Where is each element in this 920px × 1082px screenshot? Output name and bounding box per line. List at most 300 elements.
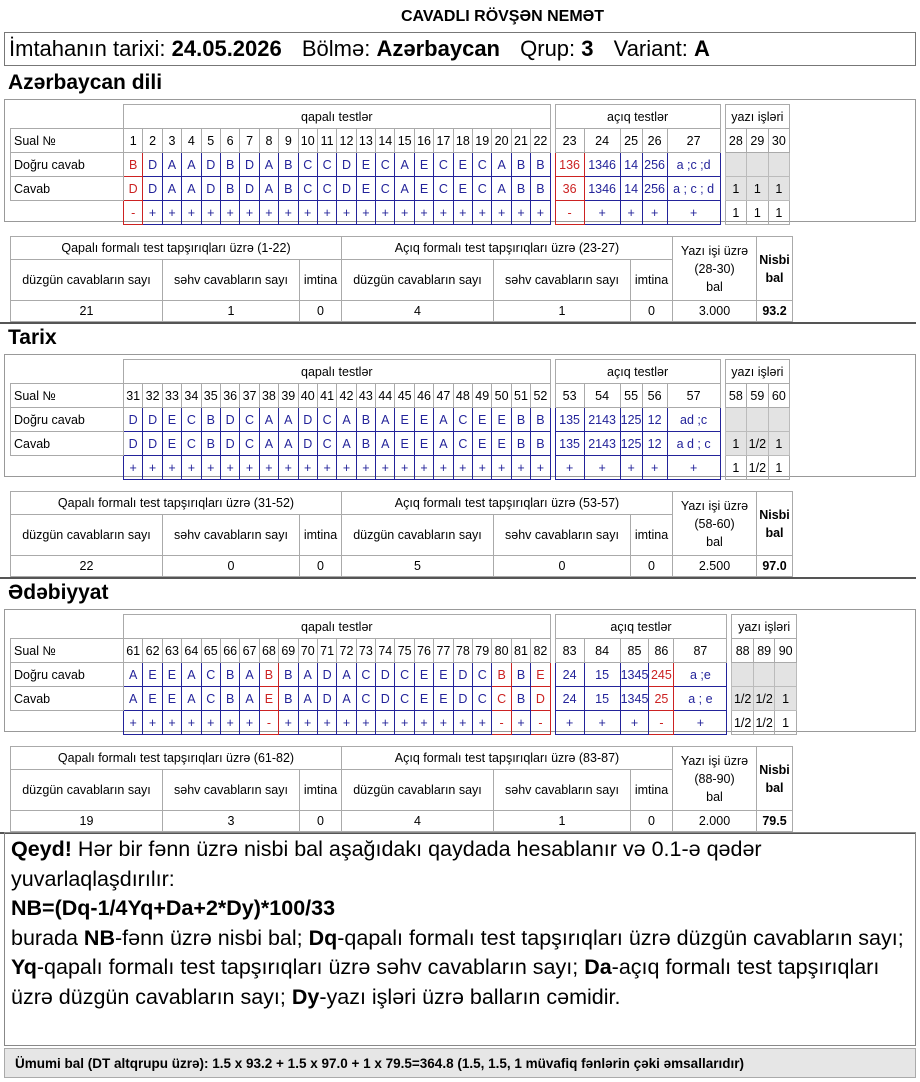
question-number: 77: [434, 639, 453, 663]
question-number: 23: [555, 129, 584, 153]
subject-title: Ədəbiyyat: [8, 581, 109, 604]
student-answer-row: [11, 687, 797, 711]
answer-cell: D: [143, 177, 162, 201]
answer-cell: D: [143, 408, 162, 432]
note-term: Da: [584, 955, 612, 979]
question-number: 33: [162, 384, 181, 408]
note-lead: Qeyd!: [11, 837, 72, 861]
answer-cell: E: [162, 687, 181, 711]
subject-title: Tarix: [8, 326, 57, 349]
answer-cell: +: [376, 201, 395, 225]
answer-cell: +: [453, 456, 472, 480]
question-number: 57: [667, 384, 720, 408]
answer-cell: E: [414, 687, 433, 711]
answer-cell: +: [620, 711, 649, 735]
answer-cell: A: [124, 687, 143, 711]
spacer-cell: [11, 360, 124, 384]
question-number: 47: [434, 384, 453, 408]
answer-cell: D: [143, 153, 162, 177]
answer-cell: a ;c ;d: [667, 153, 720, 177]
answer-cell: C: [317, 177, 336, 201]
answer-cell: 125: [620, 408, 642, 432]
answer-cell: E: [395, 432, 414, 456]
written-summary-suffix: bal: [706, 279, 723, 294]
written-summary-range: (58-60): [694, 516, 735, 531]
answer-cell: B: [279, 687, 298, 711]
answer-cell: C: [376, 153, 395, 177]
answer-cell: +: [124, 456, 143, 480]
ratio-score-value: 79.5: [757, 811, 793, 832]
written-summary-label: Yazı işi üzrə: [680, 753, 749, 768]
mark-row: [11, 456, 790, 480]
summary-table: [10, 236, 793, 322]
open-summary-header: Açıq formalı test tapşırıqları üzrə (23-27): [342, 237, 673, 260]
question-number: 73: [356, 639, 375, 663]
question-number: 83: [555, 639, 584, 663]
answer-cell: 24: [555, 687, 584, 711]
written-mark-cell: 1/2: [753, 711, 775, 735]
answer-cell: C: [201, 663, 220, 687]
answer-cell: C: [492, 687, 511, 711]
answer-cell: E: [162, 408, 181, 432]
question-number: 11: [317, 129, 336, 153]
answer-cell: +: [259, 456, 278, 480]
question-number: 22: [531, 129, 550, 153]
empty-cell: [732, 663, 754, 687]
answer-cell: +: [337, 711, 356, 735]
answer-cell: +: [279, 711, 298, 735]
answer-cell: +: [667, 456, 720, 480]
summary-value: 3: [163, 811, 300, 832]
summary-value: 4: [342, 301, 494, 322]
answer-cell: +: [584, 201, 620, 225]
summary-value: 0: [300, 811, 342, 832]
row-label: Cavab: [11, 177, 124, 201]
answer-cell: E: [434, 687, 453, 711]
closed-tests-header: qapalı testlər: [124, 105, 551, 129]
answer-cell: E: [162, 432, 181, 456]
question-number: 90: [775, 639, 797, 663]
question-number: 27: [667, 129, 720, 153]
answer-cell: a ; c ; d: [667, 177, 720, 201]
question-number: 7: [240, 129, 259, 153]
open-summary-header: Açıq formalı test tapşırıqları üzrə (53-57): [342, 492, 673, 515]
answer-cell: A: [395, 153, 414, 177]
answer-cell: E: [434, 663, 453, 687]
written-header: yazı işləri: [725, 360, 790, 384]
answer-cell: +: [555, 456, 584, 480]
answer-cell: B: [531, 153, 550, 177]
note-text: -qapalı formalı test tapşırıqları üzrə düzgün cavabların sayı;: [337, 925, 904, 950]
answer-cell: +: [279, 201, 298, 225]
answer-cell: +: [434, 456, 453, 480]
answer-cell: D: [124, 408, 143, 432]
question-number: 67: [240, 639, 259, 663]
note-text: Hər bir fənn üzrə nisbi bal aşağıdakı qaydada hesablanır və 0.1-ə qədər yuvarlaqlaşdırılır:: [11, 837, 762, 891]
ratio-score-header: Nisbi bal: [757, 492, 793, 556]
correct-answer-row: [11, 408, 790, 432]
question-number: 25: [620, 129, 642, 153]
answer-cell: +: [220, 456, 239, 480]
open-tests-header: açıq testlər: [555, 360, 720, 384]
answer-cell: 12: [642, 408, 667, 432]
answer-cell: D: [220, 408, 239, 432]
answer-cell: E: [143, 687, 162, 711]
answer-cell: -: [531, 711, 550, 735]
answer-cell: 36: [555, 177, 584, 201]
answer-cell: +: [182, 201, 201, 225]
answer-cell: +: [259, 201, 278, 225]
answer-cell: A: [492, 153, 511, 177]
answer-cell: +: [531, 456, 550, 480]
note-text: -fənn üzrə nisbi bal;: [114, 925, 309, 950]
answer-cell: C: [376, 177, 395, 201]
question-number: 5: [201, 129, 220, 153]
row-label: [11, 456, 124, 480]
question-number: 3: [162, 129, 181, 153]
question-number: 63: [162, 639, 181, 663]
question-number: 20: [492, 129, 511, 153]
group-value: 3: [581, 36, 594, 61]
written-summary-range: (88-90): [694, 771, 735, 786]
answer-cell: 1346: [584, 153, 620, 177]
answer-cell: A: [337, 408, 356, 432]
answer-cell: B: [220, 177, 239, 201]
answer-cell: A: [434, 432, 453, 456]
variant-label: Variant:: [613, 36, 688, 61]
question-number: 32: [143, 384, 162, 408]
row-label: Sual №: [11, 384, 124, 408]
answer-cell: D: [124, 432, 143, 456]
answer-cell: +: [356, 711, 375, 735]
student-answer-row: [11, 177, 790, 201]
answer-cell: +: [317, 201, 336, 225]
answer-cell: +: [162, 201, 181, 225]
answer-cell: D: [201, 153, 220, 177]
summary-column-header: imtina: [300, 260, 342, 301]
question-number: 13: [356, 129, 375, 153]
question-number: 62: [143, 639, 162, 663]
answer-cell: A: [298, 663, 317, 687]
answer-cell: 2143: [584, 408, 620, 432]
summary-value: 19: [11, 811, 163, 832]
question-number: 34: [182, 384, 201, 408]
note-text: -açıq formalı test tapşırıqları üzrə düzgün cavabların sayı;: [11, 955, 880, 1009]
answer-cell: 15: [584, 687, 620, 711]
answer-cell: B: [511, 687, 530, 711]
answer-cell: +: [182, 456, 201, 480]
answer-cell: +: [473, 456, 492, 480]
empty-cell: [725, 153, 747, 177]
closed-summary-header: Qapalı formalı test tapşırıqları üzrə (61-82): [11, 747, 342, 770]
question-number: 44: [376, 384, 395, 408]
summary-value: 2.000: [673, 811, 757, 832]
row-label: Doğru cavab: [11, 663, 124, 687]
answer-cell: a ; e: [674, 687, 727, 711]
written-mark-cell: 1/2: [747, 456, 769, 480]
summary-column-header: düzgün cavabların sayı: [11, 260, 163, 301]
empty-cell: [747, 408, 769, 432]
answers-table: [10, 104, 790, 225]
answer-cell: B: [201, 408, 220, 432]
ratio-score-value: 97.0: [757, 556, 793, 577]
answer-cell: A: [162, 177, 181, 201]
note-text: -qapalı formalı test tapşırıqları üzrə səhv cavabların sayı;: [36, 955, 585, 979]
answer-cell: 256: [642, 153, 667, 177]
question-number: 76: [414, 639, 433, 663]
answer-cell: +: [356, 456, 375, 480]
answer-cell: B: [511, 432, 530, 456]
student-answer-row: [11, 432, 790, 456]
summary-value: 0: [300, 556, 342, 577]
closed-tests-header: qapalı testlər: [124, 615, 551, 639]
student-name: CAVADLI RÖVŞƏN NEMƏT: [400, 8, 605, 25]
answer-cell: D: [376, 687, 395, 711]
summary-column-header: düzgün cavabların sayı: [342, 770, 494, 811]
answer-cell: +: [143, 456, 162, 480]
written-header: yazı işləri: [725, 105, 790, 129]
row-label: Doğru cavab: [11, 153, 124, 177]
answer-cell: A: [337, 432, 356, 456]
section-divider: [0, 577, 916, 579]
note-term: Dq: [308, 925, 338, 950]
answer-cell: C: [473, 177, 492, 201]
answer-cell: +: [220, 711, 239, 735]
question-number: 69: [279, 639, 298, 663]
answer-cell: +: [240, 456, 259, 480]
question-number: 84: [584, 639, 620, 663]
question-number: 82: [531, 639, 550, 663]
answer-cell: +: [298, 456, 317, 480]
answer-cell: B: [220, 687, 239, 711]
answer-cell: E: [473, 408, 492, 432]
answer-cell: B: [124, 153, 143, 177]
answer-cell: +: [453, 711, 472, 735]
row-label: [11, 711, 124, 735]
summary-column-header: səhv cavabların sayı: [494, 770, 631, 811]
answer-cell: +: [298, 201, 317, 225]
variant-value: A: [693, 36, 710, 61]
summary-column-header: düzgün cavabların sayı: [342, 515, 494, 556]
answer-cell: C: [473, 663, 492, 687]
answer-cell: C: [453, 408, 472, 432]
answer-cell: -: [555, 201, 584, 225]
answer-cell: +: [395, 201, 414, 225]
answer-cell: B: [531, 432, 550, 456]
answer-cell: +: [511, 711, 530, 735]
answer-cell: B: [220, 663, 239, 687]
answer-cell: +: [642, 456, 667, 480]
answer-cell: D: [531, 687, 550, 711]
question-number: 24: [584, 129, 620, 153]
summary-column-header: səhv cavabların sayı: [163, 260, 300, 301]
answer-cell: +: [414, 711, 433, 735]
answer-cell: C: [298, 177, 317, 201]
answer-cell: C: [240, 408, 259, 432]
answer-cell: +: [317, 711, 336, 735]
question-number: 50: [492, 384, 511, 408]
answer-cell: E: [531, 663, 550, 687]
written-summary-suffix: bal: [706, 789, 723, 804]
summary-column-header: imtina: [631, 770, 673, 811]
answer-cell: 256: [642, 177, 667, 201]
section-label: Bölmə:: [301, 36, 371, 61]
summary-column-header: düzgün cavabların sayı: [11, 770, 163, 811]
question-number: 8: [259, 129, 278, 153]
answer-cell: +: [240, 201, 259, 225]
summary-value: 1: [494, 811, 631, 832]
answer-cell: -: [649, 711, 674, 735]
question-number: 12: [337, 129, 356, 153]
question-number: 38: [259, 384, 278, 408]
answer-cell: C: [298, 153, 317, 177]
exam-date: 24.05.2026: [171, 36, 282, 61]
answer-cell: +: [220, 201, 239, 225]
answer-cell: 136: [555, 153, 584, 177]
written-mark-cell: 1: [768, 456, 790, 480]
question-number-row: [11, 129, 790, 153]
answer-cell: 14: [620, 153, 642, 177]
answer-cell: E: [473, 432, 492, 456]
answer-cell: +: [395, 711, 414, 735]
summary-value: 2.500: [673, 556, 757, 577]
answer-cell: C: [240, 432, 259, 456]
written-score-cell: 1: [775, 687, 797, 711]
summary-value: 4: [342, 811, 494, 832]
question-number: 65: [201, 639, 220, 663]
summary-value: 0: [631, 556, 673, 577]
answer-cell: E: [414, 153, 433, 177]
question-number: 87: [674, 639, 727, 663]
question-number: 29: [747, 129, 769, 153]
answer-cell: +: [584, 711, 620, 735]
spacer-cell: [11, 615, 124, 639]
written-mark-cell: 1: [747, 201, 769, 225]
question-number: 36: [220, 384, 239, 408]
subject-title: Azərbaycan dili: [8, 71, 163, 94]
question-number: 31: [124, 384, 143, 408]
summary-column-header: səhv cavabların sayı: [494, 260, 631, 301]
question-number: 17: [434, 129, 453, 153]
written-mark-cell: 1: [775, 711, 797, 735]
group-label: Qrup:: [520, 36, 576, 61]
answer-cell: 15: [584, 663, 620, 687]
answer-cell: B: [356, 432, 375, 456]
empty-cell: [747, 153, 769, 177]
correct-answer-row: [11, 663, 797, 687]
question-number: 54: [584, 384, 620, 408]
answer-cell: D: [298, 408, 317, 432]
question-number: 28: [725, 129, 747, 153]
question-number: 49: [473, 384, 492, 408]
answer-cell: A: [259, 432, 278, 456]
answer-cell: B: [511, 663, 530, 687]
written-score-cell: 1: [768, 432, 790, 456]
question-number: 6: [220, 129, 239, 153]
question-number: 39: [279, 384, 298, 408]
answer-cell: +: [434, 201, 453, 225]
answer-cell: +: [376, 711, 395, 735]
question-number: 37: [240, 384, 259, 408]
answer-cell: +: [376, 456, 395, 480]
answer-cell: C: [473, 153, 492, 177]
answer-cell: A: [182, 153, 201, 177]
question-number: 61: [124, 639, 143, 663]
written-score-cell: 1: [725, 432, 747, 456]
row-label: Sual №: [11, 639, 124, 663]
answer-cell: A: [337, 663, 356, 687]
question-number: 85: [620, 639, 649, 663]
answer-cell: A: [395, 177, 414, 201]
written-summary-header: [673, 747, 757, 811]
section-value: Azərbaycan: [376, 36, 500, 61]
answer-cell: B: [201, 432, 220, 456]
answer-cell: 135: [555, 432, 584, 456]
question-number: 26: [642, 129, 667, 153]
mark-row: [11, 711, 797, 735]
answer-cell: B: [531, 177, 550, 201]
question-number: 88: [732, 639, 754, 663]
ratio-score-header: Nisbi bal: [757, 237, 793, 301]
answer-cell: +: [473, 711, 492, 735]
answer-cell: D: [124, 177, 143, 201]
summary-column-header: səhv cavabların sayı: [163, 770, 300, 811]
note-term: NB: [83, 925, 115, 950]
answer-cell: +: [337, 456, 356, 480]
mark-row: [11, 201, 790, 225]
row-label: Sual №: [11, 129, 124, 153]
question-number: 80: [492, 639, 511, 663]
answer-cell: 125: [620, 432, 642, 456]
answer-cell: E: [414, 177, 433, 201]
question-number: 42: [337, 384, 356, 408]
answer-cell: A: [240, 663, 259, 687]
question-number-row: [11, 384, 790, 408]
answer-cell: C: [395, 687, 414, 711]
written-score-cell: 1: [747, 177, 769, 201]
answer-cell: C: [356, 663, 375, 687]
summary-column-header: imtina: [631, 260, 673, 301]
answer-cell: 1345: [620, 663, 649, 687]
answer-cell: +: [395, 456, 414, 480]
question-number: 64: [182, 639, 201, 663]
summary-table: [10, 491, 793, 577]
question-number: 18: [453, 129, 472, 153]
answer-cell: A: [279, 408, 298, 432]
written-score-cell: 1/2: [732, 687, 754, 711]
answer-cell: +: [414, 456, 433, 480]
question-number: 79: [473, 639, 492, 663]
answer-cell: E: [356, 177, 375, 201]
answer-cell: +: [434, 711, 453, 735]
summary-column-header: imtina: [300, 770, 342, 811]
answer-cell: A: [259, 153, 278, 177]
answer-cell: +: [555, 711, 584, 735]
written-score-cell: 1: [725, 177, 747, 201]
question-number: 71: [317, 639, 336, 663]
question-number: 2: [143, 129, 162, 153]
answer-cell: A: [259, 177, 278, 201]
row-label: [11, 201, 124, 225]
answer-cell: 135: [555, 408, 584, 432]
question-number: 59: [747, 384, 769, 408]
written-summary-suffix: bal: [706, 534, 723, 549]
answer-cell: A: [376, 408, 395, 432]
question-number: 70: [298, 639, 317, 663]
question-number: 60: [768, 384, 790, 408]
answer-cell: C: [473, 687, 492, 711]
question-number: 30: [768, 129, 790, 153]
